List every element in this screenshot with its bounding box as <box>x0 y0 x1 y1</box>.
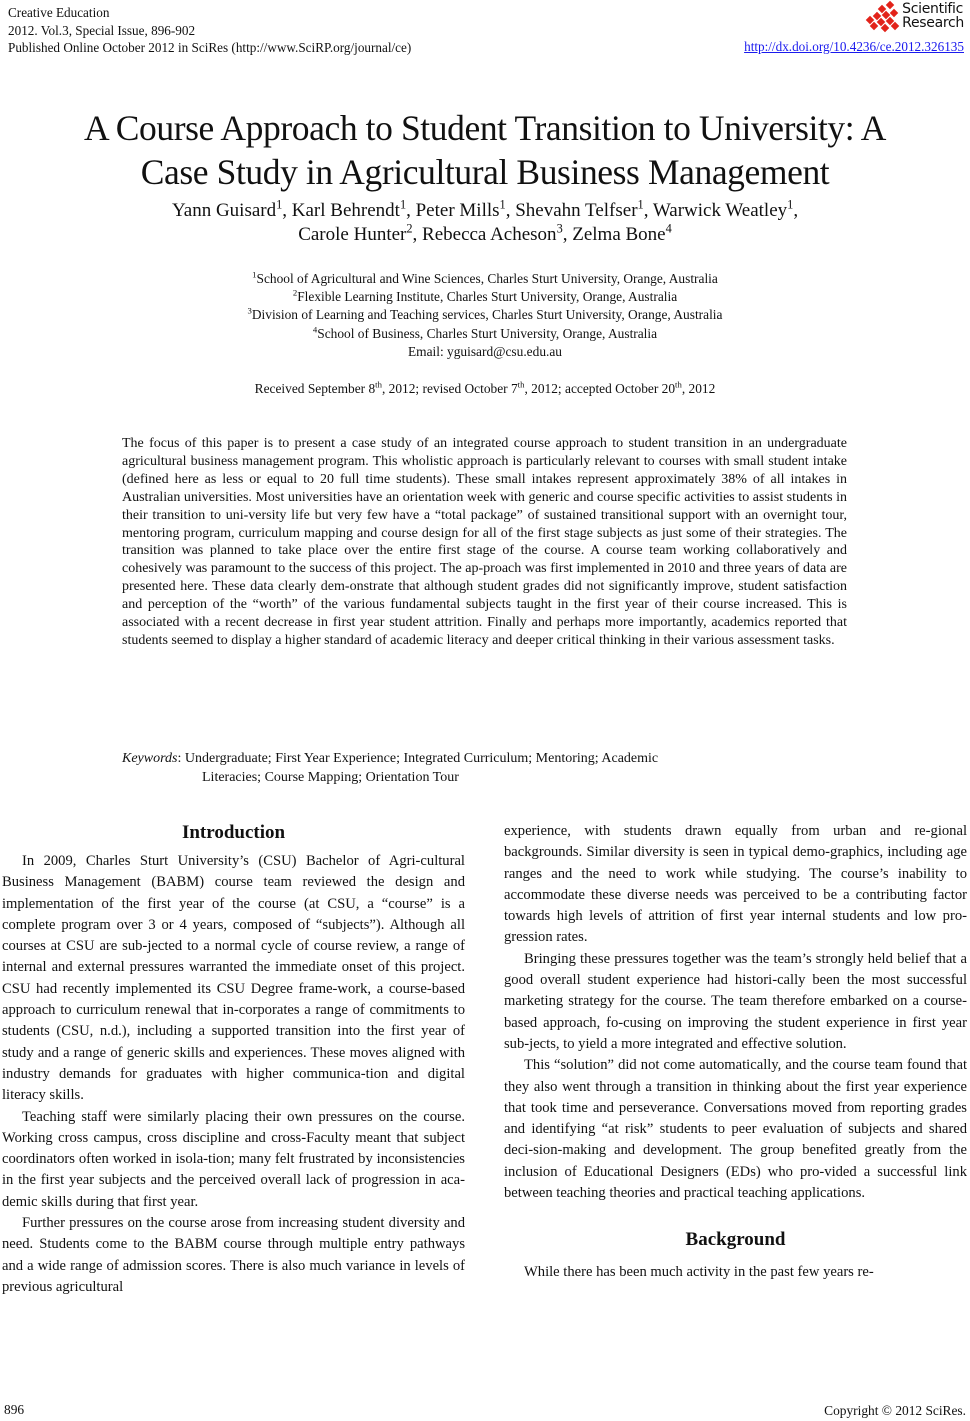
keywords-label: Keywords <box>122 751 178 766</box>
paragraph: experience, with students drawn equally from urban and re-gional backgrounds. Similar diversity is seen in typical demo-graphics, including age ranges and the need to work while studying. The course’s inability to accommodate these diverse needs was perceived to be a contributing factor towards high levels of attrition of first year internal students and low pro-gression rates. <box>504 823 967 946</box>
affiliation <box>0 270 970 288</box>
received-dates <box>0 381 970 397</box>
journal-name: Creative Education <box>8 5 110 20</box>
author: Karl Behrendt <box>291 200 400 221</box>
copyright-notice: Copyright © 2012 SciRes. <box>824 1403 966 1418</box>
affiliation-marker: 4 <box>665 221 672 236</box>
paper-title <box>0 106 970 194</box>
author: Shevahn Telfser <box>515 200 638 221</box>
contact-email: Email: yguisard@csu.edu.au <box>407 343 562 359</box>
affiliation-text: School of Agricultural and Wine Sciences, Charles Sturt University, Orange, Australia <box>256 271 718 286</box>
affiliation-marker: 1 <box>499 197 506 212</box>
keywords-line-2: Literacies; Course Mapping; Orientation Tour <box>202 770 459 785</box>
logo-line-2: Research <box>902 15 964 31</box>
paragraph: In 2009, Charles Sturt University’s (CSU) Bachelor of Agri-cultural Business Management (BABM) course team reviewed the design and implementation of the first year of the course (at CSU, a “course” is a complete program over 3 or 4 years, composed of “subjects”). Although all courses at CSU are sub-jected to a normal cycle of course review, a range of internal and external pressures warranted the immediate onset of this project. CSU had recently implemented its CSU Degree frame-work, a course-based approach to curriculum renewal that in-corporates a range of commitments to students (CSU, n.d.), including a supported transition into the first year of study and a range of generic skills and experiences. These moves aligned with industry demands for graduates with higher communica-tion and digital literacy skills. <box>2 853 465 1104</box>
affiliation <box>0 288 970 306</box>
affiliation-marker: 1 <box>787 197 794 212</box>
affiliation-number: 1 <box>252 269 257 280</box>
paragraph: Bringing these pressures together was the team’s strongly held belief that a good overall student experience had histori-cally been the most successful marketing strategy for the course. The team therefore embarked on a course-based approach, fo-cusing on improving the student experience in first year sub-jects, to yield a more integrated and effective solution. <box>504 950 967 1052</box>
keywords-line-1: : Undergraduate; First Year Experience; Integrated Curriculum; Mentoring; Academic <box>177 751 659 766</box>
accepted-text: , 2012; accepted October 20 <box>524 381 676 396</box>
keywords <box>122 749 658 787</box>
affiliation-number: 4 <box>312 324 318 335</box>
right-column <box>504 821 967 1284</box>
affiliation-marker: 1 <box>637 197 644 212</box>
year-text: , 2012 <box>681 381 716 396</box>
paragraph: While there has been much activity in the past few years re- <box>524 1264 874 1281</box>
author: Yann Guisard <box>171 200 277 221</box>
author: Rebecca Acheson <box>422 224 557 245</box>
affiliation-number: 3 <box>247 305 252 316</box>
ordinal-suffix: th <box>375 379 382 390</box>
page-number: 896 <box>4 1402 25 1417</box>
left-column <box>2 821 465 1298</box>
affiliation-marker: 2 <box>406 221 413 236</box>
title-line-2: Case Study in Agricultural Business Management <box>140 152 830 192</box>
journal-volume: 2012. Vol.3, Special Issue, 896-902 <box>8 22 196 38</box>
affiliation <box>0 306 970 324</box>
journal-header <box>8 4 411 57</box>
author: Zelma Bone <box>572 224 666 245</box>
author: Carole Hunter <box>298 224 407 245</box>
section-heading-introduction: Introduction <box>181 822 286 843</box>
affiliation-text: Flexible Learning Institute, Charles Sturt University, Orange, Australia <box>297 289 678 305</box>
paragraph: Further pressures on the course arose from increasing student diversity and need. Students come to the BABM course through multiple entry pathways and a wide range of admission scores. There is also much variance in levels of previous agricultural <box>2 1215 465 1295</box>
author: Warwick Weatley <box>652 200 788 221</box>
received-text: Received September 8 <box>254 381 376 396</box>
ordinal-suffix: th <box>517 379 525 390</box>
scientific-research-diamond-logo-icon <box>865 1 899 31</box>
affiliation-marker: 1 <box>399 197 407 212</box>
affiliations <box>0 270 970 361</box>
affiliation-text: School of Business, Charles Sturt University, Orange, Australia <box>317 325 658 341</box>
section-heading-background: Background <box>685 1229 786 1251</box>
author: Peter Mills <box>415 200 500 221</box>
doi-link[interactable]: http://dx.doi.org/10.4236/ce.2012.326135 <box>744 39 964 54</box>
revised-text: , 2012; revised October 7 <box>381 381 518 396</box>
affiliation-number: 2 <box>292 287 298 298</box>
paragraph: Teaching staff were similarly placing their own pressures on the course. Working cross campus, cross discipline and cross-Faculty meant that subject coordinators often worked in isola-tion; many felt frustrated by inconsistencies in the first year subjects and the perceived overall lack of progression in aca-demic skills during that first year. <box>2 1108 465 1210</box>
publication-info: Published Online October 2012 in SciRes (http://www.SciRP.org/journal/ce) <box>8 40 412 55</box>
scientific-research-logo <box>865 1 964 31</box>
author-list: Yann Guisard$^1$, Karl Behrendt$^1$, Peter Mills$^1$, Shevahn Telfser$^1$, Warwick Weatley$^1$, Carole Hunter$^2$, Rebecca Acheson$^3$, Zelma Bone$^4$ <box>171 197 799 245</box>
logo-line-1: Scientific <box>902 1 964 17</box>
affiliation <box>0 325 970 343</box>
affiliation-marker: 1 <box>276 197 283 212</box>
title-line-1: A Course Approach to Student Transition to University: A <box>83 108 886 148</box>
ordinal-suffix: th <box>675 379 682 390</box>
abstract: The focus of this paper is to present a case study of an integrated course approach to student transition in an undergraduate agricultural business management program. This wholistic approach is particularly relevant to courses with small student intake (defined here as less or equal to 20 full time students). These small intakes represent approximately 38% of all intakes in Australian universities. Most universities have an orientation week with generic and course specific activities to assist students in their transition to uni-versity life but very few have a “total package” of sustained transitional support with an overnight tour, mentoring program, curriculum mapping and course design for all of the first stage subjects as just some of their strategies. The transition was planned to take place over the entire first stage of the course. A course team working collaboratively and cohesively was paramount to the success of this project. The ap-proach was first implemented in 2010 and three years of data are presented here. These data clearly dem-onstrate that although student grades did not significantly improve, student satisfaction and perception of the “worth” of the various fundamental subjects taught in the first year of their course increased. This is associated with a recent decrease in first year student attrition. Finally and perhaps more importantly, academics reported that students seemed to display a higher standard of academic literacy and deeper critical thinking in their various assessment tasks. <box>122 436 847 648</box>
affiliation-text: Division of Learning and Teaching services, Charles Sturt University, Orange, Australia <box>251 307 723 323</box>
affiliation-marker: 3 <box>556 221 563 236</box>
paragraph: This “solution” did not come automatically, and the course team found that they also went through a transition in thinking about the first year experience that took time and perseverance. Conversations moved from reporting grades and identifying “at risk” students to peer evaluation of subjects and shared deci-sion-making and development. The group benefited greatly from the inclusion of Educational Designers (EDs) who pro-vided a successful link between teaching theories and practical teaching applications. <box>504 1057 967 1202</box>
